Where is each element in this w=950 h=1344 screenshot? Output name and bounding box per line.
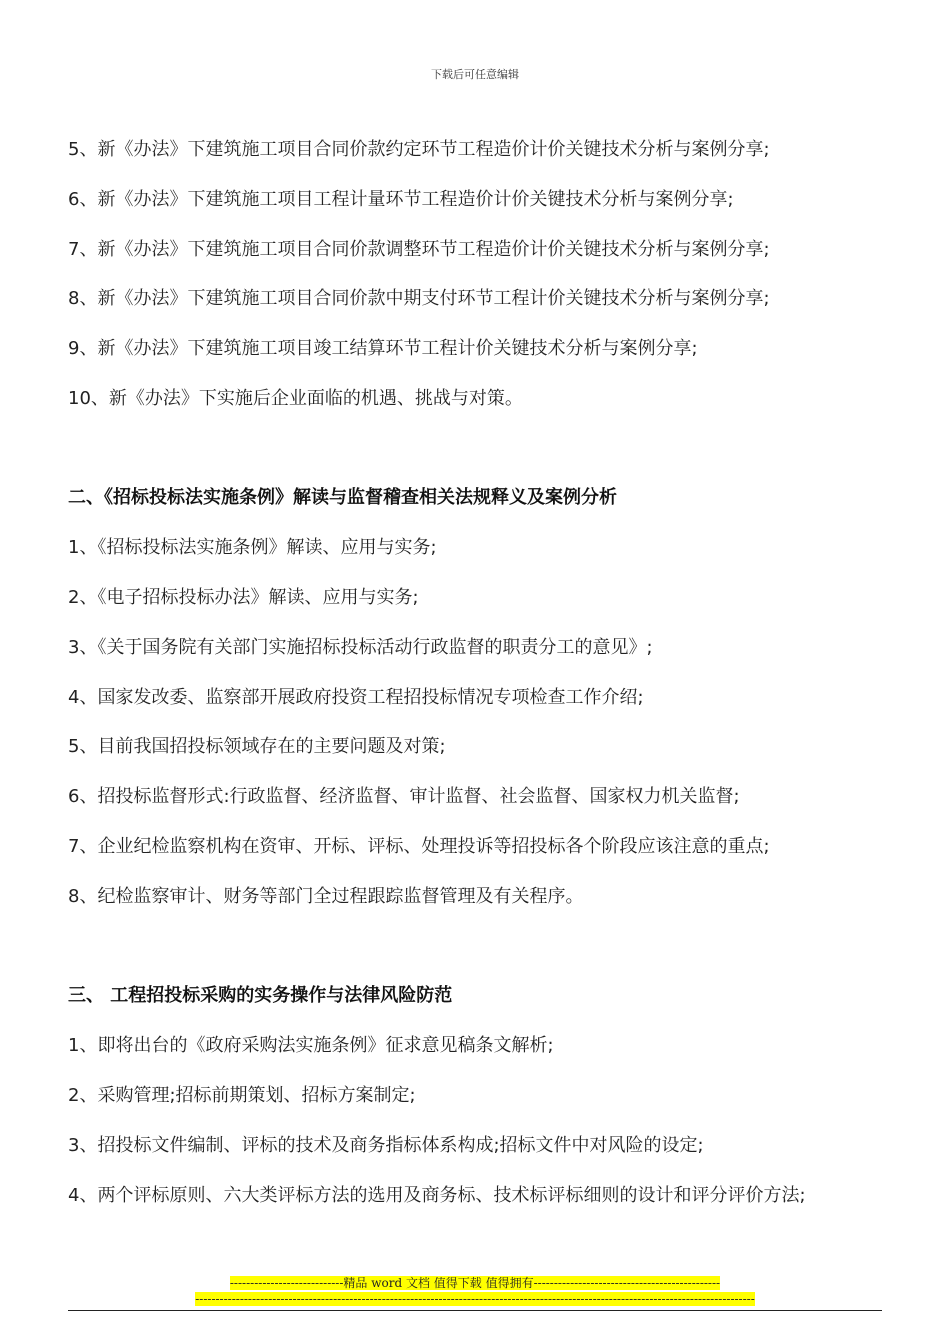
section3-heading: 三、 工程招投标采购的实务操作与法律风险防范 bbox=[68, 985, 453, 1006]
footer-divider bbox=[68, 1310, 882, 1311]
section2-item-8: 8、纪检监察审计、财务等部门全过程跟踪监督管理及有关程序。 bbox=[68, 886, 584, 907]
section1-item-10: 10、新《办法》下实施后企业面临的机遇、挑战与对策。 bbox=[68, 388, 523, 409]
section1-item-9: 9、新《办法》下建筑施工项目竣工结算环节工程计价关键技术分析与案例分享; bbox=[68, 338, 698, 359]
section2-heading: 二、《招标投标法实施条例》解读与监督稽查相关法规释义及案例分析 bbox=[68, 487, 617, 508]
section1-item-6: 6、新《办法》下建筑施工项目工程计量环节工程造价计价关键技术分析与案例分享; bbox=[68, 189, 734, 210]
footer-dash-text: ------------------------------------------------------------------------------------------------------------------------------------------ bbox=[195, 1292, 755, 1306]
section2-item-2: 2、《电子招标投标办法》解读、应用与实务; bbox=[68, 587, 419, 608]
section2-item-3: 3、《关于国务院有关部门实施招标投标活动行政监督的职责分工的意见》; bbox=[68, 637, 653, 658]
section3-item-1: 1、即将出台的《政府采购法实施条例》征求意见稿条文解析; bbox=[68, 1035, 554, 1056]
footer-promo-line bbox=[0, 1276, 950, 1291]
section2-item-6: 6、招投标监督形式:行政监督、经济监督、审计监督、社会监督、国家权力机关监督; bbox=[68, 786, 740, 807]
section2-item-1: 1、《招标投标法实施条例》解读、应用与实务; bbox=[68, 537, 437, 558]
section1-item-5: 5、新《办法》下建筑施工项目合同价款约定环节工程造价计价关键技术分析与案例分享; bbox=[68, 139, 770, 160]
section3-item-3: 3、招投标文件编制、评标的技术及商务指标体系构成;招标文件中对风险的设定; bbox=[68, 1135, 704, 1156]
section1-item-7: 7、新《办法》下建筑施工项目合同价款调整环节工程造价计价关键技术分析与案例分享; bbox=[68, 239, 770, 260]
section1-item-8: 8、新《办法》下建筑施工项目合同价款中期支付环节工程计价关键技术分析与案例分享; bbox=[68, 288, 770, 309]
section2-item-5: 5、目前我国招投标领域存在的主要问题及对策; bbox=[68, 736, 446, 757]
page-header-note: 下载后可任意编辑 bbox=[431, 68, 519, 81]
footer-dash-line bbox=[0, 1292, 950, 1307]
section3-item-4: 4、两个评标原则、六大类评标方法的选用及商务标、技术标评标细则的设计和评分评价方法; bbox=[68, 1185, 806, 1206]
section2-item-7: 7、企业纪检监察机构在资审、开标、评标、处理投诉等招投标各个阶段应该注意的重点; bbox=[68, 836, 770, 857]
section2-item-4: 4、国家发改委、监察部开展政府投资工程招投标情况专项检查工作介绍; bbox=[68, 687, 644, 708]
footer-promo-text: ----------------------------精品 word 文档 值得下载 值得拥有---------------------------------------------- bbox=[229, 1276, 721, 1290]
section3-item-2: 2、采购管理;招标前期策划、招标方案制定; bbox=[68, 1085, 416, 1106]
